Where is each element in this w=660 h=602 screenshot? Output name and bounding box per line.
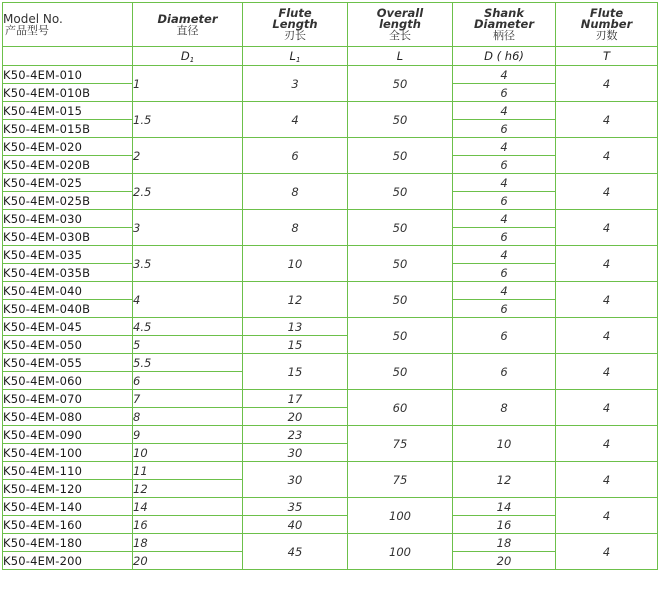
flute-length-cell: 12 bbox=[243, 282, 348, 318]
flute-length-cell: 15 bbox=[243, 354, 348, 390]
model-cell: K50-4EM-050 bbox=[3, 336, 133, 354]
shank-diameter-cell: 6 bbox=[453, 318, 556, 354]
table-row bbox=[3, 102, 658, 120]
diameter-cell: 10 bbox=[133, 444, 243, 462]
flute-number-cell: 4 bbox=[556, 318, 658, 354]
flute-number-cell: 4 bbox=[556, 390, 658, 426]
model-cell: K50-4EM-045 bbox=[3, 318, 133, 336]
diameter-cell: 18 bbox=[133, 534, 243, 552]
shank-diameter-cell: 18 bbox=[453, 534, 556, 552]
overall-length-cell: 50 bbox=[348, 318, 453, 354]
shank-diameter-cell: 4 bbox=[453, 246, 556, 264]
flute-number-cell: 4 bbox=[556, 174, 658, 210]
model-cell: K50-4EM-200 bbox=[3, 552, 133, 570]
model-cell: K50-4EM-025 bbox=[3, 174, 133, 192]
table-row bbox=[3, 354, 658, 372]
diameter-cell: 5 bbox=[133, 336, 243, 354]
flute-length-cell: 30 bbox=[243, 444, 348, 462]
header-flute-number: Flute Number 刃数 bbox=[556, 3, 658, 47]
model-cell: K50-4EM-060 bbox=[3, 372, 133, 390]
overall-length-cell: 60 bbox=[348, 390, 453, 426]
flute-number-cell: 4 bbox=[556, 462, 658, 498]
diameter-cell: 20 bbox=[133, 552, 243, 570]
flute-length-cell: 40 bbox=[243, 516, 348, 534]
flute-length-cell: 8 bbox=[243, 210, 348, 246]
diameter-cell: 7 bbox=[133, 390, 243, 408]
table-row bbox=[3, 282, 658, 300]
table-row bbox=[3, 246, 658, 264]
table-row bbox=[3, 534, 658, 552]
shank-diameter-cell: 14 bbox=[453, 498, 556, 516]
symbol-shank-diameter: D ( h6) bbox=[453, 47, 556, 66]
model-cell: K50-4EM-090 bbox=[3, 426, 133, 444]
diameter-cell: 9 bbox=[133, 426, 243, 444]
model-cell: K50-4EM-070 bbox=[3, 390, 133, 408]
flute-length-cell: 30 bbox=[243, 462, 348, 498]
diameter-cell: 5.5 bbox=[133, 354, 243, 372]
symbol-flute-number: T bbox=[556, 47, 658, 66]
overall-length-cell: 50 bbox=[348, 210, 453, 246]
model-cell: K50-4EM-015 bbox=[3, 102, 133, 120]
diameter-cell: 3 bbox=[133, 210, 243, 246]
shank-diameter-cell: 16 bbox=[453, 516, 556, 534]
model-cell: K50-4EM-055 bbox=[3, 354, 133, 372]
overall-length-cell: 50 bbox=[348, 246, 453, 282]
shank-diameter-cell: 6 bbox=[453, 84, 556, 102]
symbol-row bbox=[3, 47, 658, 66]
model-cell: K50-4EM-025B bbox=[3, 192, 133, 210]
shank-diameter-cell: 20 bbox=[453, 552, 556, 570]
diameter-cell: 16 bbox=[133, 516, 243, 534]
flute-number-cell: 4 bbox=[556, 66, 658, 102]
table-row bbox=[3, 138, 658, 156]
diameter-cell: 6 bbox=[133, 372, 243, 390]
diameter-cell: 2.5 bbox=[133, 174, 243, 210]
spec-body bbox=[3, 66, 658, 570]
shank-diameter-cell: 6 bbox=[453, 228, 556, 246]
flute-length-cell: 3 bbox=[243, 66, 348, 102]
shank-diameter-cell: 4 bbox=[453, 102, 556, 120]
model-cell: K50-4EM-035 bbox=[3, 246, 133, 264]
flute-number-cell: 4 bbox=[556, 498, 658, 534]
overall-length-cell: 50 bbox=[348, 174, 453, 210]
end-mill-spec-table bbox=[2, 2, 658, 570]
diameter-cell: 1 bbox=[133, 66, 243, 102]
shank-diameter-cell: 4 bbox=[453, 174, 556, 192]
overall-length-cell: 50 bbox=[348, 102, 453, 138]
shank-diameter-cell: 6 bbox=[453, 192, 556, 210]
diameter-cell: 2 bbox=[133, 138, 243, 174]
flute-number-cell: 4 bbox=[556, 138, 658, 174]
flute-number-cell: 4 bbox=[556, 354, 658, 390]
model-cell: K50-4EM-020 bbox=[3, 138, 133, 156]
overall-length-cell: 75 bbox=[348, 426, 453, 462]
table-row bbox=[3, 390, 658, 408]
symbol-overall-length: L bbox=[348, 47, 453, 66]
shank-diameter-cell: 4 bbox=[453, 210, 556, 228]
model-cell: K50-4EM-110 bbox=[3, 462, 133, 480]
table-row bbox=[3, 210, 658, 228]
shank-diameter-cell: 6 bbox=[453, 156, 556, 174]
header-overall-length: Overall length 全长 bbox=[348, 3, 453, 47]
flute-length-cell: 23 bbox=[243, 426, 348, 444]
shank-diameter-cell: 6 bbox=[453, 264, 556, 282]
overall-length-cell: 50 bbox=[348, 138, 453, 174]
overall-length-cell: 50 bbox=[348, 354, 453, 390]
flute-length-cell: 45 bbox=[243, 534, 348, 570]
model-cell: K50-4EM-100 bbox=[3, 444, 133, 462]
flute-length-cell: 15 bbox=[243, 336, 348, 354]
symbol-flute-length: $L_1$ bbox=[243, 47, 348, 66]
overall-length-cell: 50 bbox=[348, 66, 453, 102]
model-cell: K50-4EM-180 bbox=[3, 534, 133, 552]
overall-length-cell: 50 bbox=[348, 282, 453, 318]
model-cell: K50-4EM-015B bbox=[3, 120, 133, 138]
model-cell: K50-4EM-010 bbox=[3, 66, 133, 84]
overall-length-cell: 100 bbox=[348, 534, 453, 570]
header-flute-length: Flute Length 刃长 bbox=[243, 3, 348, 47]
flute-length-cell: 13 bbox=[243, 318, 348, 336]
flute-number-cell: 4 bbox=[556, 102, 658, 138]
model-cell: K50-4EM-010B bbox=[3, 84, 133, 102]
model-cell: K50-4EM-035B bbox=[3, 264, 133, 282]
shank-diameter-cell: 4 bbox=[453, 282, 556, 300]
header-row bbox=[3, 3, 658, 47]
flute-number-cell: 4 bbox=[556, 534, 658, 570]
shank-diameter-cell: 4 bbox=[453, 138, 556, 156]
diameter-cell: 1.5 bbox=[133, 102, 243, 138]
diameter-cell: 12 bbox=[133, 480, 243, 498]
shank-diameter-cell: 6 bbox=[453, 120, 556, 138]
header-model: Model No. 产品型号 bbox=[3, 3, 133, 47]
symbol-diameter: $D_1$ bbox=[133, 47, 243, 66]
diameter-cell: 4.5 bbox=[133, 318, 243, 336]
shank-diameter-cell: 4 bbox=[453, 66, 556, 84]
flute-number-cell: 4 bbox=[556, 282, 658, 318]
shank-diameter-cell: 6 bbox=[453, 300, 556, 318]
diameter-cell: 8 bbox=[133, 408, 243, 426]
flute-number-cell: 4 bbox=[556, 246, 658, 282]
shank-diameter-cell: 8 bbox=[453, 390, 556, 426]
model-cell: K50-4EM-120 bbox=[3, 480, 133, 498]
model-cell: K50-4EM-080 bbox=[3, 408, 133, 426]
table-row bbox=[3, 66, 658, 84]
model-cell: K50-4EM-030 bbox=[3, 210, 133, 228]
symbol-model bbox=[3, 47, 133, 66]
diameter-cell: 4 bbox=[133, 282, 243, 318]
flute-length-cell: 17 bbox=[243, 390, 348, 408]
model-cell: K50-4EM-020B bbox=[3, 156, 133, 174]
overall-length-cell: 100 bbox=[348, 498, 453, 534]
diameter-cell: 3.5 bbox=[133, 246, 243, 282]
flute-length-cell: 10 bbox=[243, 246, 348, 282]
flute-number-cell: 4 bbox=[556, 426, 658, 462]
model-cell: K50-4EM-160 bbox=[3, 516, 133, 534]
shank-diameter-cell: 10 bbox=[453, 426, 556, 462]
flute-length-cell: 8 bbox=[243, 174, 348, 210]
model-cell: K50-4EM-040 bbox=[3, 282, 133, 300]
table-row bbox=[3, 462, 658, 480]
diameter-cell: 14 bbox=[133, 498, 243, 516]
header-diameter: Diameter 直径 bbox=[133, 3, 243, 47]
model-cell: K50-4EM-030B bbox=[3, 228, 133, 246]
flute-length-cell: 35 bbox=[243, 498, 348, 516]
model-cell: K50-4EM-140 bbox=[3, 498, 133, 516]
header-shank-diameter: Shank Diameter 柄径 bbox=[453, 3, 556, 47]
shank-diameter-cell: 6 bbox=[453, 354, 556, 390]
flute-length-cell: 6 bbox=[243, 138, 348, 174]
flute-length-cell: 4 bbox=[243, 102, 348, 138]
shank-diameter-cell: 12 bbox=[453, 462, 556, 498]
model-cell: K50-4EM-040B bbox=[3, 300, 133, 318]
diameter-cell: 11 bbox=[133, 462, 243, 480]
table-row bbox=[3, 426, 658, 444]
table-row bbox=[3, 498, 658, 516]
overall-length-cell: 75 bbox=[348, 462, 453, 498]
table-row bbox=[3, 318, 658, 336]
table-row bbox=[3, 174, 658, 192]
flute-length-cell: 20 bbox=[243, 408, 348, 426]
flute-number-cell: 4 bbox=[556, 210, 658, 246]
